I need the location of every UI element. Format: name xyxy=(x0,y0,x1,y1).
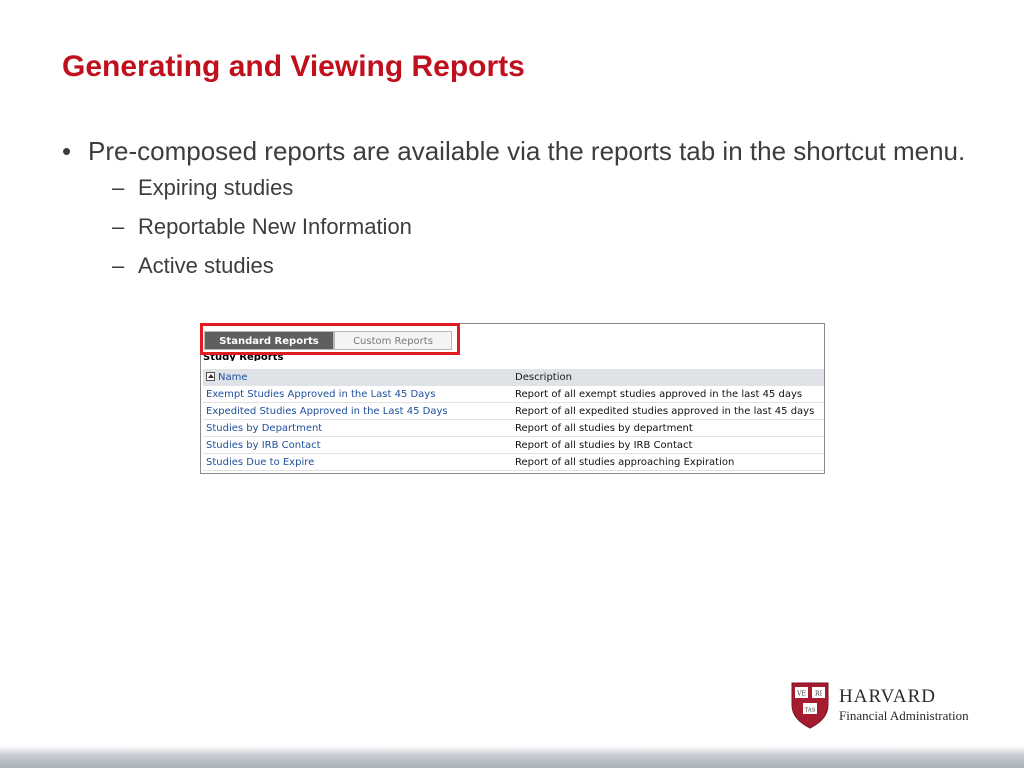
table-row xyxy=(203,437,825,454)
sub-bullet-text: Reportable New Information xyxy=(138,214,412,239)
report-link[interactable]: Studies Due to Expire xyxy=(203,454,512,471)
report-description: Report of all studies approaching Expiration xyxy=(512,454,825,471)
shield-text: TAS xyxy=(804,707,816,714)
description-column-header: Description xyxy=(512,369,825,386)
table-row xyxy=(203,420,825,437)
sub-bullet-item xyxy=(112,214,982,240)
sub-bullet-text: Active studies xyxy=(138,253,274,278)
bullet-dot: • xyxy=(62,136,72,166)
table-row xyxy=(203,403,825,420)
dash-marker: – xyxy=(112,253,125,278)
section-label: Study Reports xyxy=(203,352,284,361)
shield-text: RI xyxy=(815,690,822,698)
logo-subtitle: Financial Administration xyxy=(839,708,969,723)
harvard-logo xyxy=(790,681,969,729)
name-header-label: Name xyxy=(218,371,248,383)
slide-title: Generating and Viewing Reports xyxy=(62,50,525,83)
sub-bullet-item xyxy=(112,175,982,201)
logo-text xyxy=(839,686,969,724)
dash-marker: – xyxy=(112,214,125,239)
sub-bullet-item xyxy=(112,253,982,279)
tab-custom-reports[interactable]: Custom Reports xyxy=(334,331,452,350)
report-link[interactable]: Exempt Studies Approved in the Last 45 Days xyxy=(203,386,512,403)
tab-standard-reports[interactable]: Standard Reports xyxy=(204,331,334,350)
dash-marker: – xyxy=(112,175,125,200)
table-header-row xyxy=(203,369,825,386)
bullet-list xyxy=(62,137,982,292)
logo-wordmark: HARVARD xyxy=(839,686,936,707)
report-link[interactable]: Studies by Department xyxy=(203,420,512,437)
report-description: Report of all studies by department xyxy=(512,420,825,437)
shield-text: VE xyxy=(797,690,806,698)
reports-table xyxy=(203,369,825,471)
bullet-text: Pre-composed reports are available via the reports tab in the shortcut menu. xyxy=(88,136,966,166)
report-description: Report of all expedited studies approved in the last 45 days xyxy=(512,403,825,420)
name-column-header[interactable] xyxy=(203,369,512,386)
report-description: Report of all exempt studies approved in the last 45 days xyxy=(512,386,825,403)
footer-bar xyxy=(0,746,1024,768)
tab-highlight-box xyxy=(200,323,460,355)
table-row xyxy=(203,386,825,403)
bullet-item xyxy=(62,137,982,165)
harvard-shield-icon xyxy=(790,681,830,729)
report-link[interactable]: Expedited Studies Approved in the Last 45 Days xyxy=(203,403,512,420)
sort-icon[interactable] xyxy=(206,372,215,381)
sub-bullet-list xyxy=(62,175,982,279)
report-description: Report of all studies by IRB Contact xyxy=(512,437,825,454)
sub-bullet-text: Expiring studies xyxy=(138,175,294,200)
table-row xyxy=(203,454,825,471)
report-link[interactable]: Studies by IRB Contact xyxy=(203,437,512,454)
